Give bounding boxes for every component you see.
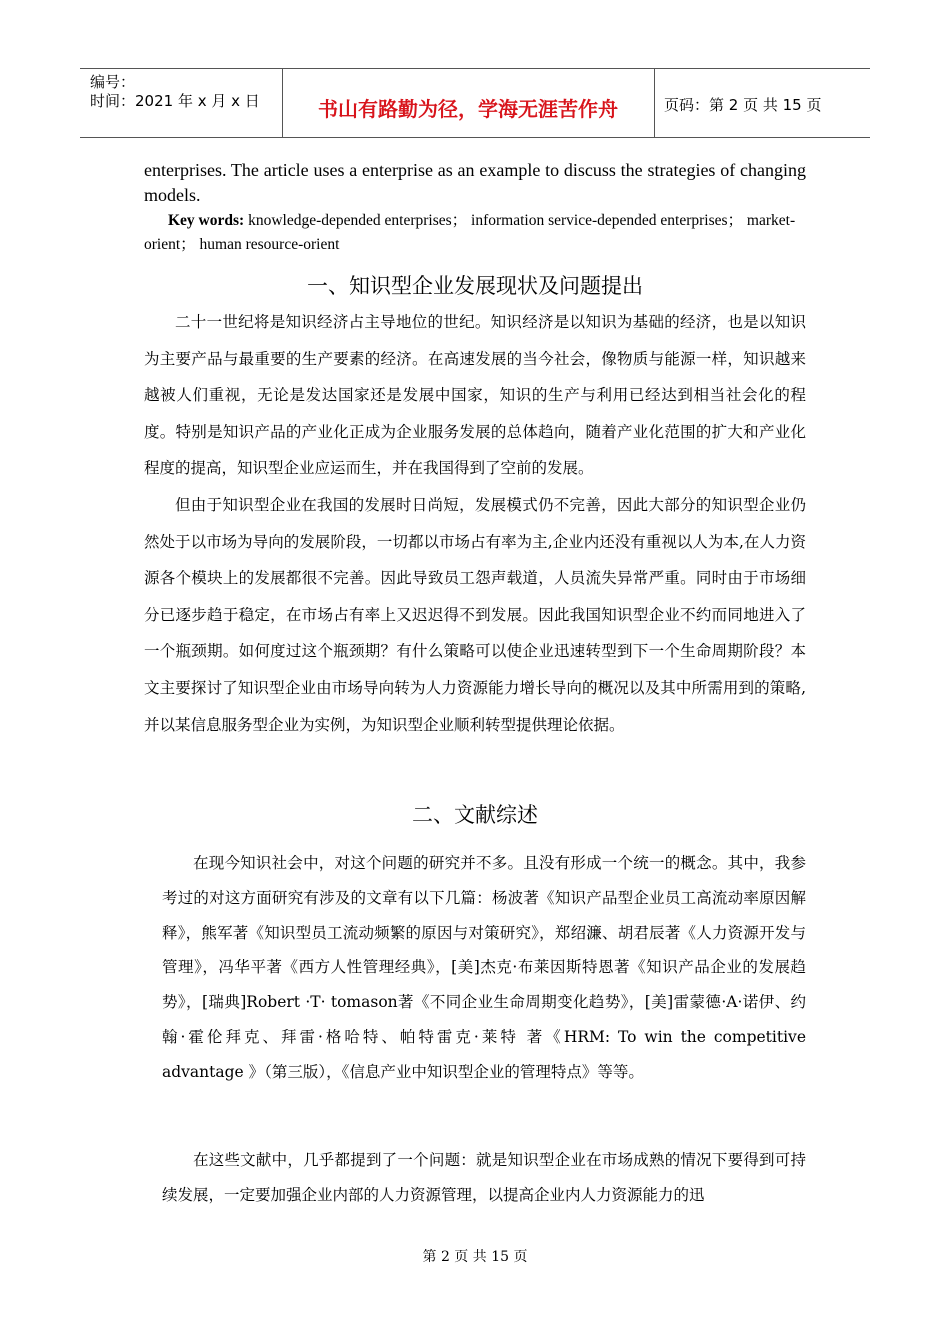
- page-header: [80, 68, 870, 138]
- section-heading-1: 一、知识型企业发展现状及问题提出: [307, 274, 643, 298]
- header-meta-cell: [80, 69, 283, 137]
- header-page-cell: [654, 69, 870, 137]
- doc-code-label: 编号：: [90, 73, 136, 91]
- section-heading-2: 二、文献综述: [412, 803, 538, 827]
- keywords-label: Key words:: [168, 212, 245, 229]
- header-motto-cell: [282, 69, 655, 137]
- abstract-continuation: enterprises. The article uses a enterprise as an example to discuss the strategies of changing models.: [144, 160, 806, 205]
- section2-paragraph-1: 在现今知识社会中，对这个问题的研究并不多。且没有形成一个统一的概念。其中，我参考过的对这方面研究有涉及的文章有以下几篇：杨波著《知识产品型企业员工高流动率原因解释》，熊军著《知识型员工流动频繁的原因与对策研究》，郑绍濂、胡君辰著《人力资源开发与管理》，冯华平著《西方人性管理经典》，[美]杰克·布莱因斯特恩著《知识产品企业的发展趋势》，[瑞典]Robert ·T· tomason著《不同企业生命周期变化趋势》，[美]雷蒙德·A·诺伊、约翰·霍伦拜克、拜雷·格哈特、帕特雷克·莱特 著《HRM: To win the competitive advantage 》（第三版），《信息产业中知识型企业的管理特点》等等。: [162, 854, 806, 1081]
- doc-time-label: 时间：2021 年 x 月 x 日: [90, 92, 260, 110]
- header-motto: 书山有路勤为径，学海无涯苦作舟: [318, 97, 618, 121]
- section2-paragraph-2: 在这些文献中，几乎都提到了一个问题：就是知识型企业在市场成熟的情况下要得到可持续发展，一定要加强企业内部的人力资源管理，以提高企业内人力资源能力的迅: [162, 1151, 806, 1204]
- keywords-paragraph: [144, 209, 806, 257]
- keywords-text: knowledge-depended enterprises； information service-depended enterprises； market-orient； human resource-orient: [144, 212, 796, 253]
- page-footer: 第 2 页 共 15 页: [422, 1249, 528, 1265]
- section1-paragraph-2: 但由于知识型企业在我国的发展时日尚短，发展模式仍不完善，因此大部分的知识型企业仍然处于以市场为导向的发展阶段，一切都以市场占有率为主,企业内还没有重视以人为本,在人力资源各个模块上的发展都很不完善。因此导致员工怨声载道，人员流失异常严重。同时由于市场细分已逐步趋于稳定，在市场占有率上又迟迟得不到发展。因此我国知识型企业不约而同地进入了一个瓶颈期。如何度过这个瓶颈期？有什么策略可以使企业迅速转型到下一个生命周期阶段？本文主要探讨了知识型企业由市场导向转为人力资源能力增长导向的概况以及其中所需用到的策略,并以某信息服务型企业为实例，为知识型企业顺利转型提供理论依据。: [144, 496, 806, 734]
- section1-paragraph-1: 二十一世纪将是知识经济占主导地位的世纪。知识经济是以知识为基础的经济，也是以知识为主要产品与最重要的生产要素的经济。在高速发展的当今社会，像物质与能源一样，知识越来越被人们重视，无论是发达国家还是发展中国家，知识的生产与利用已经达到相当社会化的程度。特别是知识产品的产业化正成为企业服务发展的总体趋向，随着产业化范围的扩大和产业化程度的提高，知识型企业应运而生，并在我国得到了空前的发展。: [144, 313, 806, 478]
- header-page-info: 页码：第 2 页 共 15 页: [664, 96, 822, 114]
